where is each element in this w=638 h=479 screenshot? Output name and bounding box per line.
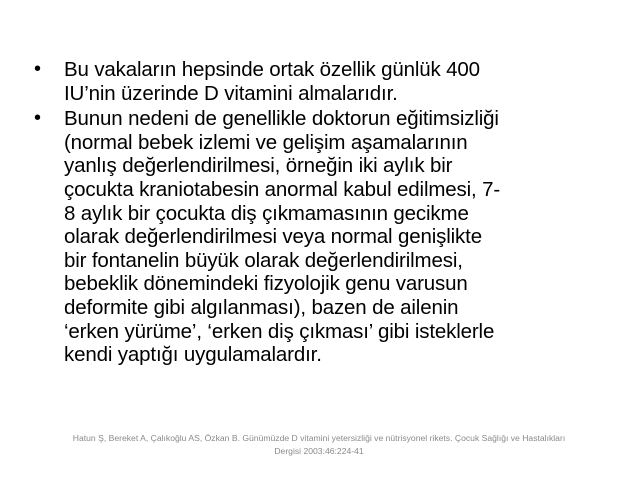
bullet-text-line: bir fontanelin büyük olarak değerlendirilmesi, bbox=[64, 248, 463, 272]
citation-line: Dergisi 2003:46:224-41 bbox=[274, 445, 364, 456]
bullet-text-line: deformite gibi algılanması), bazen de ailenin bbox=[64, 295, 459, 319]
bullet-text-line: bebeklik dönemindeki fizyolojik genu varusun bbox=[64, 272, 468, 296]
bullet-icon: • bbox=[34, 107, 41, 130]
bullet-text-line: (normal bebek izlemi ve gelişim aşamalarının bbox=[64, 130, 468, 154]
bullet-text-line: kendi yaptığı uygulamalardır. bbox=[64, 343, 322, 367]
bullet-text-line: IU’nin üzerinde D vitamini almalarıdır. bbox=[64, 81, 398, 105]
bullet-text-line: yanlış değerlendirilmesi, örneğin iki aylık bir bbox=[64, 154, 453, 178]
citation bbox=[20, 432, 618, 457]
bullet-text-line: Bu vakaların hepsinde ortak özellik günlük 400 bbox=[64, 58, 480, 81]
bullet-text-line: çocukta kraniotabesin anormal kabul edilmesi, 7- bbox=[64, 177, 501, 201]
bullet-list bbox=[32, 58, 602, 369]
bullet-item-1 bbox=[32, 58, 602, 105]
bullet-item-2 bbox=[32, 107, 602, 367]
citation-line: Hatun Ş, Bereket A, Çalıkoğlu AS, Özkan B. Günümüzde D vitamini yetersizliği ve nütrisyonel rikets. Çocuk Sağlığı ve Hastalıkları bbox=[72, 433, 566, 443]
bullet-text-line: olarak değerlendirilmesi veya normal genişlikte bbox=[64, 225, 482, 249]
bullet-text-line: Bunun nedeni de genellikle doktorun eğitimsizliği bbox=[64, 107, 499, 131]
bullet-icon: • bbox=[34, 58, 41, 80]
bullet-text-line: ‘erken yürüme’, ‘erken diş çıkması’ gibi isteklerle bbox=[64, 319, 495, 343]
bullet-text-line: 8 aylık bir çocukta diş çıkmamasının gecikme bbox=[64, 201, 469, 225]
